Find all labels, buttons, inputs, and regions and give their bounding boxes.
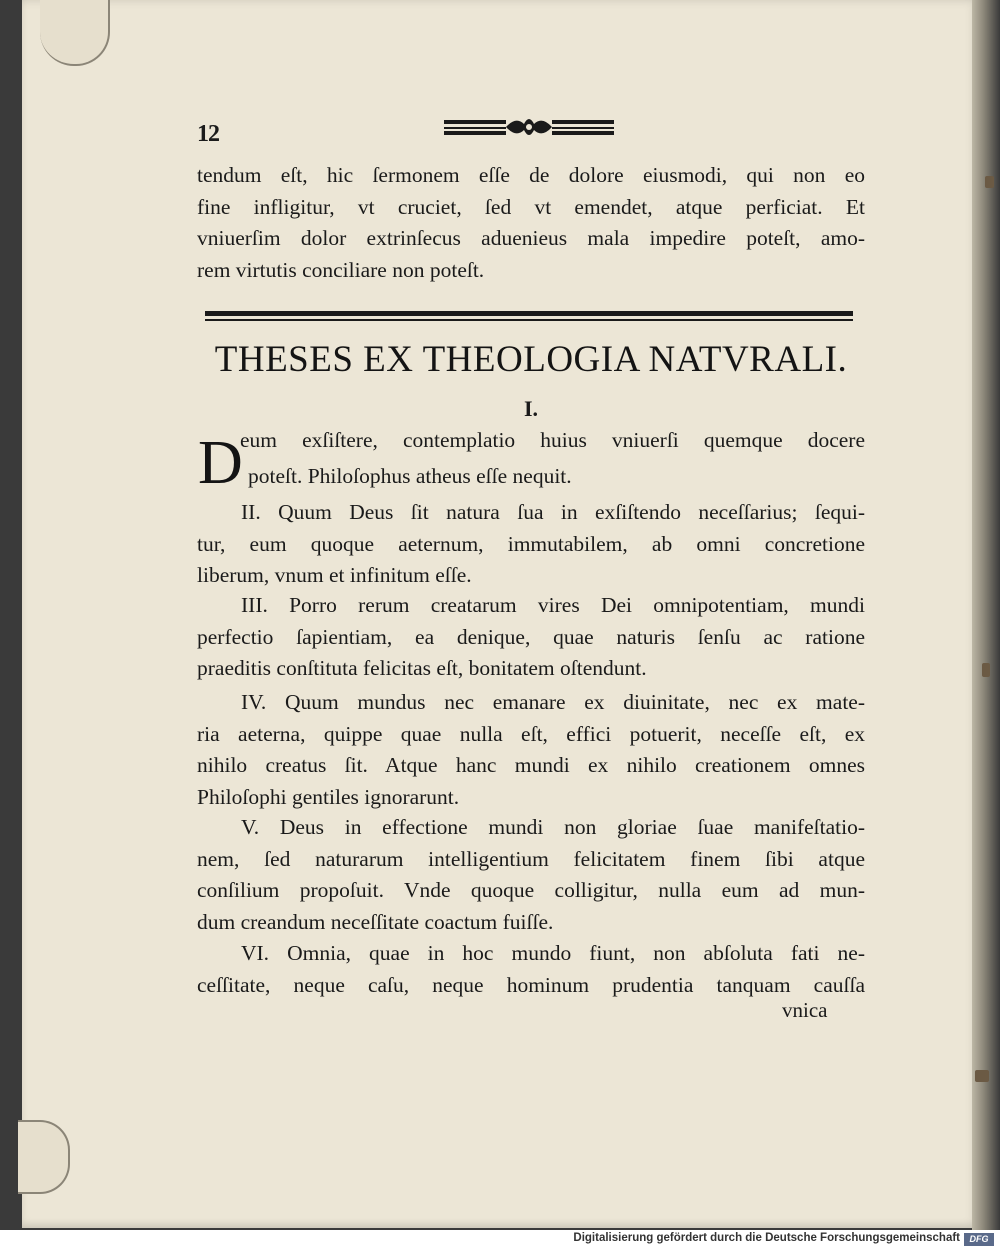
text-line: tendum eſt, hic ſermonem eſſe de dolore eiusmodi, qui non eo	[197, 163, 865, 187]
page-number: 12	[197, 121, 219, 147]
text-line: Philoſophi gentiles ignorarunt.	[197, 784, 460, 809]
text-line: nihilo creatus ſit. Atque hanc mundi ex nihilo creationem omnes	[197, 753, 865, 778]
text-line: nem, ſed naturarum intelligentium felicitatem finem ſibi atque	[197, 846, 865, 871]
text-line: liberum, vnum et infinitum eſſe.	[197, 563, 472, 588]
thesis-1-line: poteſt. Philoſophus atheus eſſe nequit.	[248, 464, 572, 488]
catchword: vnica	[782, 998, 828, 1022]
thesis-1-line: eum exſiſtere, contemplatio huius vniuerſi quemque docere	[240, 428, 865, 452]
thesis-2-paragraph	[197, 497, 865, 592]
binding-hole-bottom	[18, 1120, 70, 1194]
text-line: VI. Omnia, quae in hoc mundo fiunt, non abſoluta fati ne-	[241, 941, 865, 965]
text-line: rem virtutis conciliare non poteſt.	[197, 257, 485, 282]
paper-speck	[975, 1070, 989, 1082]
thesis-5-paragraph	[197, 812, 865, 938]
text-line: ceſſitate, neque caſu, neque hominum prudentia tanquam cauſſa	[197, 972, 865, 997]
text-line: II. Quum Deus ſit natura ſua in exſiſtendo neceſſarius; ſequi-	[241, 500, 865, 524]
section-numeral: I.	[523, 396, 539, 421]
section-divider	[205, 311, 853, 323]
thesis-3-paragraph	[197, 590, 865, 685]
text-line: vniuerſim dolor extrinſecus aduenieus mala impedire poteſt, amo-	[197, 226, 865, 251]
drop-cap: D	[198, 429, 243, 497]
text-line: dum creandum neceſſitate coactum fuiſſe.	[197, 909, 554, 934]
dfg-logo-icon: DFG	[964, 1233, 994, 1246]
text-line: IV. Quum mundus nec emanare ex diuinitate, nec ex mate-	[241, 690, 865, 714]
opening-paragraph	[197, 160, 865, 286]
text-line: tur, eum quoque aeternum, immutabilem, ab omni concretione	[197, 531, 865, 556]
text-line: V. Deus in effectione mundi non gloriae ſuae manifeſtatio-	[241, 815, 865, 839]
digitization-credit: Digitalisierung gefördert durch die Deutsche Forschungsgemeinschaft	[573, 1232, 960, 1244]
paper-speck	[982, 663, 990, 677]
text-line: conſilium propoſuit. Vnde quoque colligitur, nulla eum ad mun-	[197, 878, 865, 903]
paper-speck	[985, 176, 994, 188]
header-ornament-icon	[444, 112, 614, 142]
text-line: III. Porro rerum creatarum vires Dei omnipotentiam, mundi	[241, 593, 865, 617]
section-heading: THESES EX THEOLOGIA NATVRALI.	[214, 339, 848, 380]
thesis-6-paragraph	[197, 938, 865, 1001]
text-line: praeditis conſtituta felicitas eſt, bonitatem oſtendunt.	[197, 656, 647, 681]
thesis-4-paragraph	[197, 687, 865, 813]
text-line: perfectio ſapientiam, ea denique, quae naturis ſenſu ac ratione	[197, 624, 865, 649]
text-line: ria aeterna, quippe quae nulla eſt, effici potuerit, neceſſe eſt, ex	[197, 721, 865, 746]
text-line: fine infligitur, vt cruciet, ſed vt emendet, atque perficiat. Et	[197, 194, 865, 219]
binding-hole-top	[40, 0, 110, 66]
